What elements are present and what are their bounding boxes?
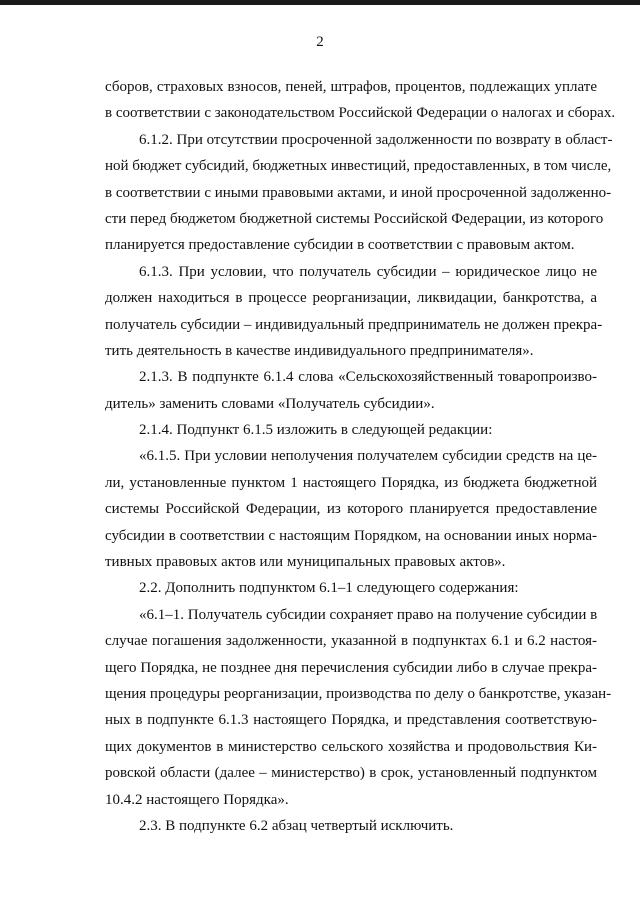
text-line: случае погашения задолженности, указанной в подпунктах 6.1 и 6.2 настоя- <box>105 633 597 650</box>
text-line: щения процедуры реорганизации, производства по делу о банкротстве, указан- <box>105 685 612 702</box>
text-line: ли, установленные пунктом 1 настоящего Порядка, из бюджета бюджетной <box>105 474 597 491</box>
text-line: должен находиться в процессе реорганизации, ликвидации, банкротства, а <box>105 290 597 307</box>
text-line: планируется предоставление субсидии в соответствии с правовым актом. <box>105 237 575 254</box>
text-line: получатель субсидии – индивидуальный предприниматель не должен прекра- <box>105 316 603 333</box>
paragraph-continuation <box>105 74 616 127</box>
paragraph-2-3 <box>105 813 597 839</box>
text-line: ных в подпункте 6.1.3 настоящего Порядка, и представления соответствую- <box>105 712 597 729</box>
text-line: «6.1–1. Получатель субсидии сохраняет право на получение субсидии в <box>139 606 598 623</box>
text-line: дитель» заменить словами «Получатель субсидии». <box>105 395 435 412</box>
text-line: системы Российской Федерации, из которого планируется предоставление <box>105 501 597 518</box>
text-line: субсидии в соответствии с настоящим Порядком, на основании иных норма- <box>105 527 597 544</box>
document-body <box>105 74 616 839</box>
text-line: ной бюджет субсидий, бюджетных инвестиций, предоставленных, в том числе, <box>105 158 612 175</box>
paragraph-6-1-2 <box>105 127 613 259</box>
text-line: тить деятельность в качестве индивидуального предпринимателя». <box>105 342 534 359</box>
paragraph-6-1-3 <box>105 259 603 365</box>
text-line: 6.1.3. При условии, что получатель субсидии – юридическое лицо не <box>139 263 597 280</box>
text-line: «6.1.5. При условии неполучения получателем субсидии средств на це- <box>139 448 597 465</box>
text-line: ровской области (далее – министерство) в срок, установленный подпунктом <box>105 765 597 782</box>
text-line: в соответствии с иными правовыми актами, и иной просроченной задолженно- <box>105 184 612 201</box>
text-line: 2.2. Дополнить подпунктом 6.1–1 следующего содержания: <box>139 580 519 597</box>
text-line: 2.1.3. В подпункте 6.1.4 слова «Сельскохозяйственный товаропроизво- <box>139 369 597 386</box>
text-line: 2.1.4. Подпункт 6.1.5 изложить в следующей редакции: <box>139 422 493 439</box>
page-top-border <box>0 0 640 5</box>
text-line: сти перед бюджетом бюджетной системы Российской Федерации, из которого <box>105 210 604 227</box>
paragraph-6-1-5 <box>105 443 597 575</box>
text-line: щих документов в министерство сельского хозяйства и продовольствия Ки- <box>105 738 597 755</box>
text-line: 6.1.2. При отсутствии просроченной задолженности по возврату в област- <box>139 131 613 148</box>
page-number: 2 <box>316 34 324 50</box>
text-line: в соответствии с законодательством Российской Федерации о налогах и сборах. <box>105 105 616 122</box>
paragraph-2-1-3 <box>105 364 597 417</box>
text-line: сборов, страховых взносов, пеней, штрафов, процентов, подлежащих уплате <box>105 79 597 95</box>
text-line: тивных правовых актов или муниципальных правовых актов». <box>105 554 506 571</box>
text-line: щего Порядка, не позднее дня перечисления субсидии либо в случае прекра- <box>105 659 597 676</box>
text-line: 2.3. В подпункте 6.2 абзац четвертый исключить. <box>139 817 454 834</box>
paragraph-2-2 <box>105 575 597 601</box>
text-line: 10.4.2 настоящего Порядка». <box>105 791 289 808</box>
paragraph-2-1-4 <box>105 417 597 443</box>
paragraph-6-1-1 <box>105 602 612 813</box>
